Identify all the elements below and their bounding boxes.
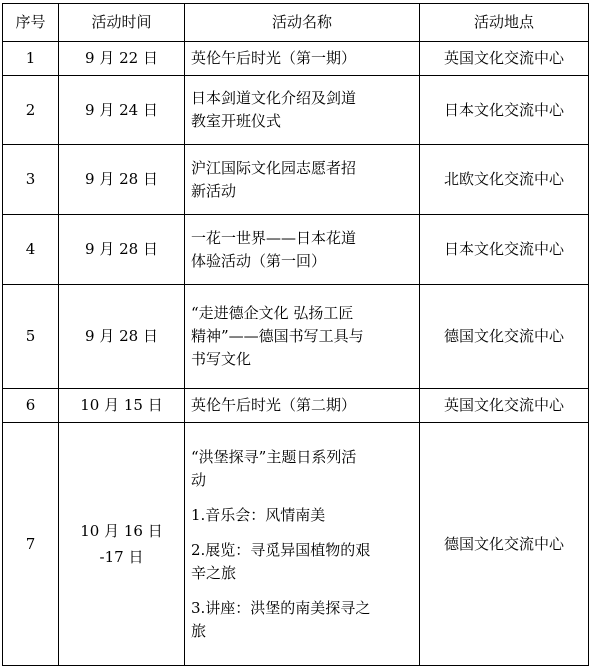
row-location: 英国文化交流中心 bbox=[420, 42, 589, 76]
row-no: 4 bbox=[3, 215, 59, 285]
row-name-line: 日本剑道文化介绍及剑道 bbox=[191, 89, 357, 107]
row-name-line: 教室开班仪式 bbox=[191, 112, 282, 130]
row-location: 德国文化交流中心 bbox=[420, 423, 589, 666]
row-name-line: 沪江国际文化园志愿者招 bbox=[191, 158, 357, 177]
sub-activity-item: 1.音乐会：风情南美 bbox=[191, 505, 326, 524]
header-name: 活动名称 bbox=[185, 4, 420, 42]
table-row bbox=[3, 215, 589, 285]
row-date: 9 月 28 日 bbox=[59, 145, 185, 215]
sub-activity-item-continued: 旅 bbox=[191, 621, 207, 640]
row-no: 3 bbox=[3, 145, 59, 215]
row-date bbox=[59, 423, 185, 666]
header-location: 活动地点 bbox=[420, 4, 589, 42]
row-name-line: “洪堡探寻”主题日系列活 bbox=[191, 447, 357, 466]
row-no: 2 bbox=[3, 76, 59, 145]
row-name bbox=[185, 145, 420, 215]
table-row bbox=[3, 389, 589, 423]
row-name-line: 一花一世界——日本花道 bbox=[191, 228, 357, 247]
row-location: 德国文化交流中心 bbox=[420, 285, 589, 389]
activity-schedule-table bbox=[2, 3, 589, 666]
row-name bbox=[185, 215, 420, 285]
row-name-line: 精神”——德国书写工具与 bbox=[191, 327, 364, 345]
row-name bbox=[185, 76, 420, 145]
table-row bbox=[3, 76, 589, 145]
sub-activity-item: 3.讲座：洪堡的南美探寻之 bbox=[191, 598, 371, 617]
table-row bbox=[3, 285, 589, 389]
row-location: 北欧文化交流中心 bbox=[420, 145, 589, 215]
row-date: 9 月 28 日 bbox=[59, 285, 185, 389]
table-header-row bbox=[3, 4, 589, 42]
row-location: 日本文化交流中心 bbox=[420, 215, 589, 285]
row-no: 7 bbox=[3, 423, 59, 666]
sub-activity-item: 2.展览：寻觅异国植物的艰 bbox=[191, 540, 371, 559]
header-no: 序号 bbox=[3, 4, 59, 42]
row-no: 1 bbox=[3, 42, 59, 76]
row-name bbox=[185, 42, 420, 76]
table-row bbox=[3, 145, 589, 215]
row-name-line: 英伦午后时光（第一期） bbox=[191, 49, 357, 67]
row-date: 9 月 24 日 bbox=[59, 76, 185, 145]
row-date: 9 月 28 日 bbox=[59, 215, 185, 285]
row-no: 6 bbox=[3, 389, 59, 423]
row-date: 10 月 15 日 bbox=[59, 389, 185, 423]
row-name-line: “走进德企文化 弘扬工匠 bbox=[191, 304, 354, 322]
table-row bbox=[3, 42, 589, 76]
row-date-line: 10 月 16 日 bbox=[80, 522, 163, 540]
row-date: 9 月 22 日 bbox=[59, 42, 185, 76]
row-name-line: 体验活动（第一回） bbox=[191, 251, 327, 270]
header-date: 活动时间 bbox=[59, 4, 185, 42]
row-no: 5 bbox=[3, 285, 59, 389]
table-row bbox=[3, 423, 589, 666]
row-name bbox=[185, 423, 420, 666]
row-name-line: 动 bbox=[191, 470, 207, 489]
row-location: 英国文化交流中心 bbox=[420, 389, 589, 423]
row-name bbox=[185, 389, 420, 423]
sub-activity-item-continued: 辛之旅 bbox=[191, 563, 237, 582]
row-name-line: 新活动 bbox=[191, 181, 237, 200]
row-name-line: 英伦午后时光（第二期） bbox=[191, 396, 357, 414]
row-date-line: -17 日 bbox=[99, 548, 144, 566]
row-location: 日本文化交流中心 bbox=[420, 76, 589, 145]
row-name bbox=[185, 285, 420, 389]
row-name-line: 书写文化 bbox=[191, 350, 252, 368]
